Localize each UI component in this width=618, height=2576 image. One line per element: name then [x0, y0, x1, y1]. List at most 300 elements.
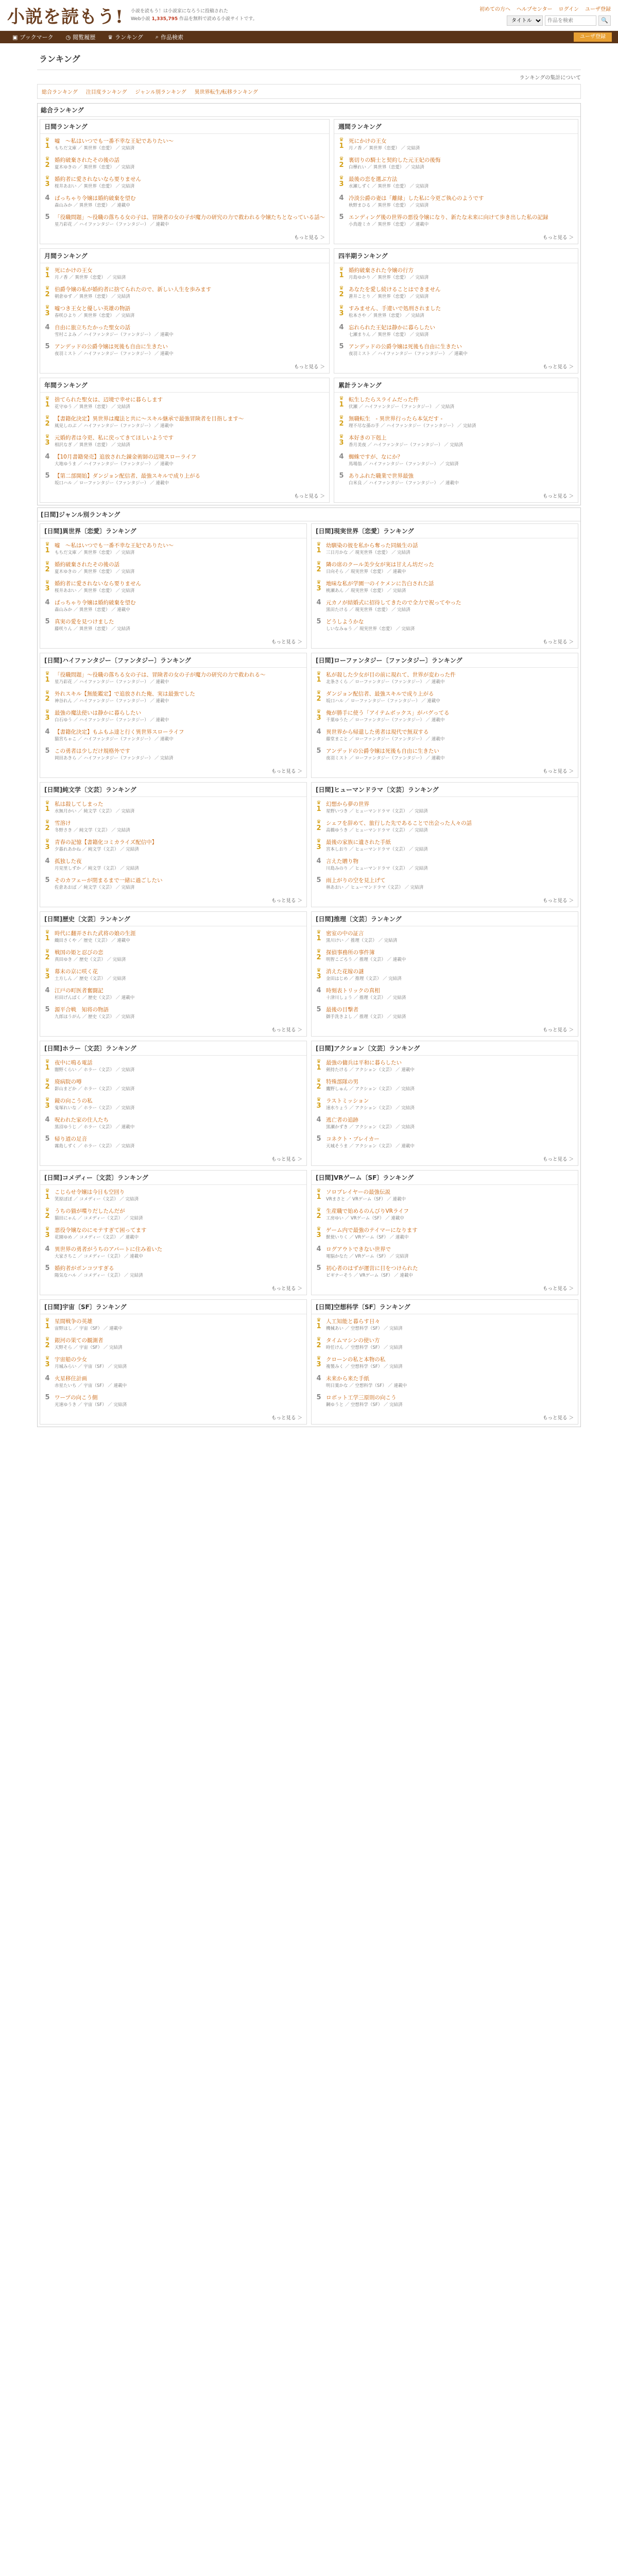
ranking-item-body: [326, 987, 574, 1001]
ranking-item-body: [55, 343, 325, 357]
ranking-item-body: [55, 1136, 302, 1149]
novel-title-link[interactable]: 地味な私が学園一のイケメンに告白された話: [326, 581, 434, 587]
novel-title-link[interactable]: 悪役令嬢なのにモテすぎて困ってます: [55, 1227, 147, 1233]
novel-title-link[interactable]: アンデッドの公爵令嬢は死後も自由に生きたい: [326, 748, 439, 754]
ranking-group: [37, 103, 581, 505]
ranking-list: [40, 797, 306, 894]
ranking-item-body: [326, 709, 574, 723]
novel-title-link[interactable]: 宇宙船の少女: [55, 1357, 87, 1363]
novel-title-link[interactable]: 自由に旅立ちたかった聖女の話: [55, 325, 130, 331]
more-link[interactable]: もっと見る ＞: [542, 898, 574, 904]
ranking-item: [44, 264, 325, 283]
novel-title-link[interactable]: 戦国の姫と忍びの恋: [55, 950, 104, 956]
novel-title-link[interactable]: 異世界から帰還した勇者は現代で無双する: [326, 729, 429, 735]
ranking-item: [316, 669, 574, 688]
novel-title-link[interactable]: アンデッドの公爵令嬢は死後も自由に生きたい: [55, 344, 168, 350]
novel-meta: 笑原ぽぽ ／ コメディー（文芸） ／ 完結済: [55, 1197, 139, 1202]
ranking-item-body: [326, 1116, 574, 1130]
crown-icon: ♛: [316, 1355, 321, 1361]
ranking-item-body: [326, 599, 574, 613]
user-register-button[interactable]: ユーザ登録: [574, 32, 612, 42]
more-link[interactable]: もっと見る ＞: [271, 1415, 302, 1421]
rank-value: 5: [45, 1264, 50, 1272]
ranking-item-body: [55, 1189, 302, 1202]
novel-title-link[interactable]: 捨てられた聖女は、辺境で幸せに暮らします: [55, 397, 163, 403]
ranking-item-body: [326, 561, 574, 575]
ranking-item-body: [326, 949, 574, 963]
rank-value: 3: [316, 973, 321, 980]
novel-title-link[interactable]: ワープの向こう側: [55, 1395, 98, 1401]
novel-title-link[interactable]: 【10月書籍発売】追放された錬金術師の辺境スローライフ: [55, 454, 197, 460]
novel-meta: 月城みらい ／ 宇宙（SF） ／ 完結済: [55, 1364, 127, 1369]
crown-icon: ♛: [316, 671, 321, 676]
novel-meta: 桜井あおい ／ 異世界（恋愛） ／ 完結済: [55, 588, 135, 594]
rank-value: 5: [316, 1006, 321, 1013]
novel-title-link[interactable]: 死にかけの王女: [349, 138, 387, 144]
novel-meta: 秋野まひる ／ 異世界（恋愛） ／ 完結済: [349, 203, 429, 208]
filter-overall[interactable]: 総合ランキング: [42, 90, 78, 95]
nav-ranking-label: ランキング: [115, 34, 143, 41]
novel-meta: 桜井あおい ／ 異世界（恋愛） ／ 完結済: [55, 184, 135, 189]
novel-title-link[interactable]: 言えた贈り物: [326, 858, 358, 865]
novel-title-link[interactable]: 婚約者がポンコツすぎる: [55, 1265, 114, 1272]
nav-search[interactable]: [149, 33, 190, 41]
novel-title-link[interactable]: 最強の傭兵は平和に暮らしたい: [326, 1060, 402, 1066]
ranking-item: [44, 669, 302, 688]
ranking-about-link[interactable]: ランキングの集計について: [519, 75, 581, 81]
novel-meta: 水瀬しずく ／ 異世界（恋愛） ／ 完結済: [349, 184, 429, 189]
novel-title-link[interactable]: 私は殺してしまった: [55, 801, 104, 807]
ranking-item: [44, 1076, 302, 1095]
rank-number: [316, 801, 322, 813]
rank-value: 3: [316, 585, 321, 592]
novel-meta: 工房ゆい ／ VRゲーム（SF） ／ 連載中: [326, 1216, 404, 1221]
ranking-item-body: [55, 728, 302, 742]
novel-title-link[interactable]: 時代に翻弄された武将の娘の生涯: [55, 930, 136, 937]
rank-value: 2: [316, 954, 321, 961]
ranking-icon: ♛: [108, 33, 113, 41]
rank-number: [316, 1265, 322, 1272]
rank-number: [338, 214, 345, 221]
novel-meta: 黒瀬かずき ／ アクション（文芸） ／ 完結済: [326, 1125, 415, 1130]
rank-number: [316, 839, 322, 851]
rank-number: [44, 801, 50, 813]
novel-meta: 北条さくら ／ ローファンタジー（ファンタジー） ／ 連載中: [326, 680, 445, 685]
novel-title-link[interactable]: ゲーム内で最強のテイマーになります: [326, 1227, 418, 1233]
novel-title-link[interactable]: どうしようかな: [326, 619, 364, 625]
novel-meta: 鋼ゆうと ／ 空想科学（SF） ／ 完結済: [326, 1402, 403, 1408]
ranking-item: [44, 1095, 302, 1114]
novel-title-link[interactable]: 探偵事務所の事件簿: [326, 950, 375, 956]
ranking-box-title: 月間ランキング: [40, 249, 329, 263]
novel-title-link[interactable]: 消えた花嫁の謎: [326, 969, 364, 975]
more-link[interactable]: もっと見る ＞: [542, 494, 574, 499]
ranking-box: [40, 523, 307, 649]
rank-number: [316, 709, 322, 722]
rank-number: [316, 728, 322, 736]
rank-value: 1: [339, 401, 344, 409]
novel-meta: 月見里しずか ／ 純文学（文芸） ／ 完結済: [55, 866, 139, 871]
novel-title-link[interactable]: そのカフェーが閉まるまで一緒に過ごしたい: [55, 877, 163, 884]
ranking-item: [316, 597, 574, 616]
novel-title-link[interactable]: 婚約者に愛されないなら要りません: [55, 581, 141, 587]
novel-title-link[interactable]: ダンジョン配信者、最強スキルで成り上がる: [326, 691, 434, 697]
more-link[interactable]: もっと見る ＞: [542, 1286, 574, 1292]
novel-title-link[interactable]: 裏切りの騎士と契約した元王妃の後悔: [349, 157, 441, 163]
novel-meta: 星乃彩花 ／ ハイファンタジー（ファンタジー） ／ 連載中: [55, 222, 169, 227]
novel-meta: 神谷れん ／ ハイファンタジー（ファンタジー） ／ 連載中: [55, 699, 169, 704]
more-link[interactable]: もっと見る ＞: [542, 769, 574, 774]
ranking-item: [44, 1186, 302, 1205]
novel-title-link[interactable]: この勇者は少しだけ規格外です: [55, 748, 130, 754]
crown-icon: ♛: [339, 396, 344, 401]
more-link[interactable]: もっと見る ＞: [271, 639, 302, 645]
ranking-list: [40, 134, 329, 231]
more-link[interactable]: もっと見る ＞: [542, 639, 574, 645]
rank-number: [44, 987, 50, 994]
ranking-item-body: [55, 396, 325, 410]
ranking-item-body: [349, 396, 574, 410]
rank-number: [44, 1265, 50, 1272]
ranking-box: [40, 653, 307, 778]
novel-title-link[interactable]: 呪われた家の住人たち: [55, 1117, 109, 1123]
rank-number: [316, 877, 322, 884]
novel-title-link[interactable]: 逃亡者の追跡: [326, 1117, 358, 1123]
ranking-box-title: [日間]歴史〔文芸〕ランキング: [40, 912, 306, 926]
novel-title-link[interactable]: 雪溶け: [55, 820, 71, 826]
more-link[interactable]: もっと見る ＞: [271, 1286, 302, 1292]
rank-value: 4: [316, 1245, 321, 1253]
novel-title-link[interactable]: 本好きの下剋上: [349, 435, 387, 441]
rank-number: [316, 1356, 322, 1368]
novel-title-link[interactable]: エンディング後の世界の悪役令嬢になり、新たな未来に向けて歩き出した私の記録: [349, 214, 548, 221]
novel-title-link[interactable]: アンデッドの公爵令嬢は死後も自由に生きたい: [349, 344, 462, 350]
link-login[interactable]: ログイン: [558, 7, 579, 12]
ranking-box: [40, 782, 307, 907]
novel-meta: 土方しん ／ 歴史（文芸） ／ 完結済: [55, 976, 126, 981]
rank-value: 4: [316, 1375, 321, 1382]
ranking-item-body: [326, 618, 574, 632]
novel-title-link[interactable]: 幕末の京に咲く花: [55, 969, 98, 975]
novel-title-link[interactable]: 鏡の向こうの私: [55, 1098, 93, 1104]
ranking-item: [316, 1133, 574, 1152]
rank-value: 2: [339, 161, 344, 169]
novel-title-link[interactable]: 未来から来た手紙: [326, 1376, 369, 1382]
ranking-item-body: [55, 1116, 302, 1130]
novel-title-link[interactable]: 江戸の町医者奮闘記: [55, 988, 104, 994]
ranking-item: [316, 927, 574, 946]
novel-title-link[interactable]: 元カノが結婚式に招待してきたので全力で祝ってやった: [326, 600, 461, 606]
ranking-item: [44, 1224, 302, 1243]
ranking-item-body: [349, 195, 574, 209]
rank-number: [44, 599, 50, 606]
ranking-item-body: [349, 305, 574, 319]
novel-title-link[interactable]: 最強の魔法使いは静かに暮らしたい: [55, 710, 141, 716]
ranking-item: [316, 1392, 574, 1411]
novel-title-link[interactable]: うちの猫が喋りだしたんだが: [55, 1208, 125, 1214]
novel-title-link[interactable]: 時刻表トリックの真相: [326, 988, 380, 994]
crown-icon: ♛: [45, 838, 50, 844]
novel-title-link[interactable]: 生産職で始めるのんびりVRライフ: [326, 1208, 409, 1214]
novel-title-link[interactable]: 火星移住計画: [55, 1376, 87, 1382]
more-link[interactable]: もっと見る ＞: [271, 769, 302, 774]
more-link[interactable]: もっと見る ＞: [542, 235, 574, 241]
crown-icon: ♛: [316, 1097, 321, 1103]
novel-meta: 影山まどか ／ ホラー（文芸） ／ 完結済: [55, 1087, 135, 1092]
ranking-list: [40, 1056, 306, 1153]
ranking-item: [44, 302, 325, 321]
more-link[interactable]: もっと見る ＞: [271, 1027, 302, 1033]
novel-title-link[interactable]: ラストミッション: [326, 1098, 369, 1104]
ranking-item-body: [55, 748, 302, 761]
search-button[interactable]: 🔍: [598, 15, 611, 26]
ranking-box-title: 日間ランキング: [40, 120, 329, 134]
novel-meta: 坂口ハル ／ ローファンタジー（ファンタジー） ／ 連載中: [55, 481, 169, 486]
crown-icon: ♛: [45, 266, 50, 272]
link-beginners[interactable]: 初めての方へ: [479, 7, 510, 12]
novel-title-link[interactable]: ロボット工学三原則の向こう: [326, 1395, 397, 1401]
more-link[interactable]: もっと見る ＞: [294, 364, 325, 370]
crown-icon: ♛: [316, 968, 321, 973]
novel-title-link[interactable]: 伯爵令嬢の私が婚約者に捨てられたので、新しい人生を歩みます: [55, 286, 212, 293]
ranking-box-title: [日間]アクション〔文芸〕ランキング: [312, 1041, 578, 1056]
ranking-item-body: [55, 1078, 302, 1092]
rank-value: 4: [316, 857, 321, 865]
novel-meta: 明日葉かな ／ 空想科学（SF） ／ 連載中: [326, 1383, 407, 1388]
novel-title-link[interactable]: クローンの私と本物の私: [326, 1357, 386, 1363]
novel-title-link[interactable]: 銀河の果ての観測者: [55, 1337, 104, 1344]
more-link[interactable]: もっと見る ＞: [271, 898, 302, 904]
ranking-item-body: [55, 561, 302, 575]
rank-number: [44, 1356, 50, 1368]
novel-title-link[interactable]: 元婚約者は今更、私に戻ってきてほしいようです: [55, 435, 174, 441]
ranking-box: [40, 1299, 307, 1425]
novel-title-link[interactable]: 源平合戦 知将の物語: [55, 1007, 109, 1013]
rank-number: [338, 324, 345, 331]
novel-title-link[interactable]: 【書籍化決定】異世界は魔法と共に〜スキル継承で最強冒険者を目指します〜: [55, 416, 244, 422]
novel-title-link[interactable]: 俺が勝手に使う「アイテムボックス」がバグってる: [326, 710, 450, 716]
novel-title-link[interactable]: 嘘 〜私はいつでも一番不幸な王妃でありたい〜: [55, 543, 174, 549]
novel-meta: 理不尽な孫の手 ／ ハイファンタジー（ファンタジー） ／ 完結済: [349, 423, 476, 429]
crown-icon: ♛: [45, 415, 50, 420]
novel-title-link[interactable]: 廃病院の噂: [55, 1079, 82, 1085]
ranking-item-body: [55, 195, 325, 209]
rank-number: [316, 599, 322, 606]
rank-value: 1: [45, 401, 50, 409]
ranking-grid: [38, 521, 580, 1427]
rank-number: [316, 1189, 322, 1201]
ranking-item: [44, 1315, 302, 1334]
rank-value: 1: [316, 547, 321, 554]
ranking-item-body: [326, 748, 574, 761]
novel-meta: 織田さくや ／ 歴史（文芸） ／ 連載中: [55, 938, 130, 943]
rank-number: [44, 968, 50, 980]
novel-title-link[interactable]: すみません、手違いで処刑されました: [349, 306, 441, 312]
crown-icon: ♛: [316, 541, 321, 547]
ranking-item: [338, 341, 574, 360]
ranking-item-body: [326, 1375, 574, 1389]
novel-title-link[interactable]: 夜中に鳴る電話: [55, 1060, 93, 1066]
rank-value: 2: [45, 1342, 50, 1349]
novel-meta: 桃瀬あん ／ 現実世界（恋愛） ／ 完結済: [326, 588, 406, 594]
novel-title-link[interactable]: 最後の家族に遺された手紙: [326, 839, 391, 845]
rank-number: [44, 1318, 50, 1330]
novel-title-link[interactable]: 隣の席のクール美少女が実は甘えん坊だった: [326, 562, 434, 568]
rank-number: [338, 267, 345, 279]
ranking-item: [44, 726, 302, 745]
tagline-suffix: 作品を無料で読める小説サイトです。: [179, 16, 258, 22]
ranking-item: [44, 558, 302, 578]
novel-title-link[interactable]: 人工知能と暮らす日々: [326, 1318, 380, 1325]
ranking-item-body: [326, 542, 574, 556]
novel-title-link[interactable]: 青春の記憶【書籍化コミカライズ配信中】: [55, 839, 158, 845]
more-link[interactable]: もっと見る ＞: [294, 494, 325, 499]
ranking-box-title: 週間ランキング: [334, 120, 578, 134]
novel-title-link[interactable]: 幼馴染の彼を私から奪った同級生の話: [326, 543, 418, 549]
nav-history[interactable]: [60, 33, 102, 41]
novel-title-link[interactable]: 【第二部開始】ダンジョン配信者、最強スキルで成り上がる: [55, 473, 201, 479]
novel-title-link[interactable]: コネクト・ブレイカー: [326, 1136, 380, 1142]
filter-isekai[interactable]: 異世界転生/転移ランキング: [194, 90, 258, 95]
ranking-box-title: [日間]純文学〔文芸〕ランキング: [40, 783, 306, 797]
novel-title-link[interactable]: 婚約者に愛されないなら要りません: [55, 176, 141, 182]
ranking-box-title: [日間]ローファンタジー〔ファンタジー〕ランキング: [312, 653, 578, 668]
link-register[interactable]: ユーザ登録: [585, 7, 611, 12]
ranking-item: [44, 1353, 302, 1372]
ranking-item-body: [326, 671, 574, 685]
novel-title-link[interactable]: あなたを愛し続けることはできません: [349, 286, 441, 293]
novel-title-link[interactable]: ありふれた職業で世界最強: [349, 473, 414, 479]
ranking-item: [316, 1004, 574, 1023]
rank-value: 2: [339, 420, 344, 428]
link-help[interactable]: ヘルプセンター: [517, 7, 553, 12]
rank-number: [44, 286, 50, 298]
ranking-item: [44, 1205, 302, 1224]
nav-bookmark[interactable]: [6, 33, 60, 41]
search-input[interactable]: [545, 15, 596, 26]
novel-title-link[interactable]: シェフを辞めて、旅行した先であることで出会った人々の話: [326, 820, 472, 826]
novel-meta: 明智こごろう ／ 推理（文芸） ／ 連載中: [326, 957, 406, 962]
novel-title-link[interactable]: 忘れられた王妃は静かに暮らしたい: [349, 325, 435, 331]
crown-icon: ♛: [339, 137, 344, 143]
novel-title-link[interactable]: 孤独した夜: [55, 858, 82, 865]
rank-number: [316, 561, 322, 573]
search-type-select[interactable]: [507, 15, 543, 26]
novel-title-link[interactable]: 嘘つき王女と優しい英雄の物語: [55, 306, 130, 312]
novel-title-link[interactable]: 真実の愛を見つけました: [55, 619, 114, 625]
ranking-list: [40, 538, 306, 636]
novel-title-link[interactable]: 星間戦争の英雄: [55, 1318, 93, 1325]
novel-title-link[interactable]: 婚約破棄されたその後の話: [55, 157, 119, 163]
ranking-item: [44, 341, 325, 360]
more-link[interactable]: もっと見る ＞: [294, 235, 325, 241]
ranking-item: [44, 616, 302, 635]
novel-title-link[interactable]: 初心者のはずが運営に目をつけられた: [326, 1265, 418, 1272]
rank-number: [338, 396, 345, 409]
novel-title-link[interactable]: 雨上がりの空を見上げて: [326, 877, 386, 884]
nav-ranking[interactable]: [101, 33, 149, 41]
novel-title-link[interactable]: 【書籍化決定】もふもふ達と行く異世界スローライフ: [55, 729, 184, 735]
ranking-item-body: [55, 1227, 302, 1241]
ranking-item-body: [349, 214, 574, 228]
more-link[interactable]: もっと見る ＞: [542, 1157, 574, 1162]
novel-title-link[interactable]: 無職転生 - 異世界行ったら本気だす -: [349, 416, 443, 422]
novel-title-link[interactable]: 死にかけの王女: [55, 267, 93, 274]
novel-title-link[interactable]: こじらせ令嬢は今日も空回り: [55, 1189, 125, 1195]
novel-title-link[interactable]: 帰り道の足音: [55, 1136, 87, 1142]
novel-title-link[interactable]: 幻想から夢の世界: [326, 801, 369, 807]
novel-title-link[interactable]: 婚約破棄された令嬢の行方: [349, 267, 414, 274]
novel-title-link[interactable]: ログアウトできない世界で: [326, 1246, 391, 1252]
rank-value: 5: [45, 343, 50, 350]
ranking-item-body: [326, 1356, 574, 1370]
novel-title-link[interactable]: 最後の目撃者: [326, 1007, 358, 1013]
crown-icon: ♛: [45, 285, 50, 291]
ranking-list: [312, 668, 578, 765]
more-link[interactable]: もっと見る ＞: [542, 1415, 574, 1421]
novel-title-link[interactable]: 嘘 〜私はいつでも一番不幸な王妃でありたい〜: [55, 138, 174, 144]
ranking-item: [316, 1353, 574, 1372]
more-link[interactable]: もっと見る ＞: [542, 1027, 574, 1033]
crown-icon: ♛: [316, 1078, 321, 1083]
site-logo[interactable]: 小説を読もう!: [7, 7, 124, 27]
novel-title-link[interactable]: 蜘蛛ですが、なにか？: [349, 454, 403, 460]
ranking-item: [44, 745, 302, 764]
rank-value: 5: [45, 213, 50, 221]
novel-title-link[interactable]: 私が殺した少女が目の前に現れて、世界が変わった件: [326, 672, 456, 678]
nav-history-label: 閲覧履歴: [73, 34, 96, 41]
novel-meta: 花守ゆう ／ 異世界（恋愛） ／ 完結済: [55, 404, 130, 410]
novel-title-link[interactable]: ぱっちゃり令嬢は婚約破棄を望む: [55, 600, 136, 606]
crown-icon: ♛: [45, 968, 50, 973]
novel-title-link[interactable]: 冷淡公爵の妻は「離縁」した私に今更ご執心のようです: [349, 195, 484, 201]
novel-title-link[interactable]: ソロプレイヤーの最強伝説: [326, 1189, 391, 1195]
filter-attention[interactable]: 注目度ランキング: [85, 90, 127, 95]
novel-meta: 朝倉ゆず ／ 異世界（恋愛） ／ 完結済: [55, 294, 130, 299]
rank-value: 3: [316, 1361, 321, 1368]
ranking-item: [44, 1114, 302, 1133]
rank-number: [338, 305, 345, 317]
novel-title-link[interactable]: 婚約破棄されたその後の話: [55, 562, 119, 568]
novel-title-link[interactable]: 密室の中の証言: [326, 930, 364, 937]
crown-icon: ♛: [45, 819, 50, 825]
ranking-item: [44, 817, 302, 836]
novel-title-link[interactable]: ぱっちゃり令嬢は婚約破棄を望む: [55, 195, 136, 201]
novel-meta: 千葉ゆうた ／ ローファンタジー（ファンタジー） ／ 連載中: [326, 718, 445, 723]
novel-title-link[interactable]: タイムマシンの使い方: [326, 1337, 380, 1344]
ranking-item: [44, 578, 302, 597]
novel-title-link[interactable]: 外れスキル【無能鑑定】で追放された俺、実は最強でした: [55, 691, 195, 697]
ranking-item-body: [55, 618, 302, 632]
rank-value: 5: [45, 1394, 50, 1401]
ranking-item-body: [55, 214, 325, 228]
ranking-box-title: [日間]現実世界〔恋愛〕ランキング: [312, 524, 578, 538]
filter-genre[interactable]: ジャンル別ランキング: [135, 90, 186, 95]
more-link[interactable]: もっと見る ＞: [542, 364, 574, 370]
more-link[interactable]: もっと見る ＞: [271, 1157, 302, 1162]
rank-value: 4: [316, 599, 321, 606]
rank-value: 1: [316, 935, 321, 942]
crown-icon: ♛: [339, 415, 344, 420]
novel-title-link[interactable]: 転生したらスライムだった件: [349, 397, 419, 403]
novel-title-link[interactable]: 「役職問題」〜役職の落ちる女の子は、冒険者の女の子が魔力の研究の力で救われる〜: [55, 672, 266, 678]
novel-title-link[interactable]: 「役職問題」〜役職の落ちる女の子は、冒険者の女の子が魔力の研究の力で救われる令嬢たちとなっている話〜: [55, 214, 325, 221]
novel-title-link[interactable]: 異世界の勇者がうちのアパートに住み着いた: [55, 1246, 163, 1252]
novel-title-link[interactable]: 特殊部隊の男: [326, 1079, 358, 1085]
rank-value: 4: [45, 194, 50, 202]
novel-title-link[interactable]: 最後の恋を選ぶ方法: [349, 176, 398, 182]
rank-number: [316, 949, 322, 961]
